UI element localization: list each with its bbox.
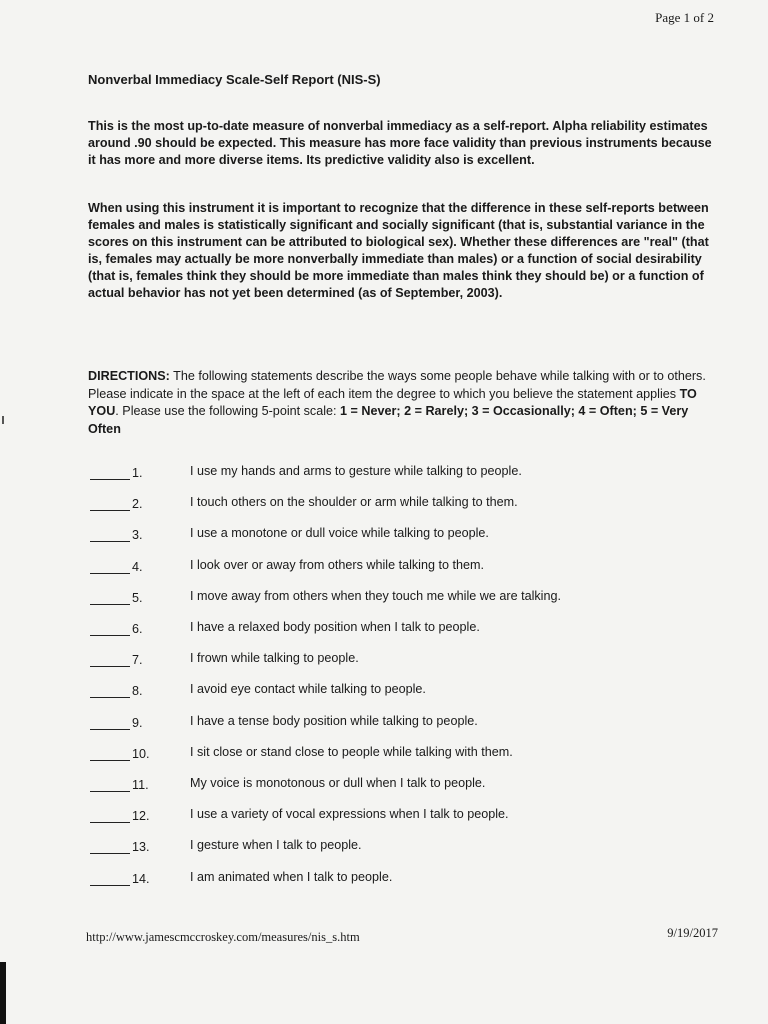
response-blank[interactable]	[90, 853, 130, 854]
item-number: 6.	[132, 622, 143, 636]
item-statement: I use a variety of vocal expressions when I talk to people.	[190, 807, 509, 822]
item-statement: I avoid eye contact while talking to people.	[190, 682, 426, 697]
directions-label: DIRECTIONS:	[88, 369, 170, 383]
response-blank[interactable]	[90, 604, 130, 605]
item-statement: I frown while talking to people.	[190, 651, 359, 666]
document-title: Nonverbal Immediacy Scale-Self Report (NIS-S)	[88, 72, 381, 87]
item-statement: I touch others on the shoulder or arm while talking to them.	[190, 495, 518, 510]
item-number: 12.	[132, 809, 150, 824]
item-statement: I sit close or stand close to people while talking with them.	[190, 744, 513, 759]
item-statement: I move away from others when they touch me while we are talking.	[190, 588, 561, 603]
item-number: 11.	[132, 778, 149, 792]
item-number: 13.	[132, 840, 150, 855]
response-blank[interactable]	[90, 541, 130, 542]
item-number: 8.	[132, 684, 143, 699]
survey-item	[90, 526, 690, 546]
directions-paragraph	[88, 368, 712, 438]
response-blank[interactable]	[90, 479, 130, 480]
response-blank[interactable]	[90, 510, 130, 511]
directions-text-1: The following statements describe the ways some people behave while talking with or to others. Please indicate in the space at the left of each item the degree to which you believe the statement applies	[88, 369, 706, 401]
survey-item	[90, 620, 690, 640]
scan-edge-mark	[2, 416, 4, 424]
directions-emphasis: TO YOU	[88, 386, 697, 418]
response-blank[interactable]	[90, 791, 130, 792]
survey-item	[90, 589, 690, 609]
item-number: 14.	[132, 871, 150, 886]
item-statement: I have a relaxed body position when I talk to people.	[190, 620, 480, 634]
response-blank[interactable]	[90, 635, 130, 636]
response-blank[interactable]	[90, 573, 130, 574]
response-blank[interactable]	[90, 697, 130, 698]
survey-item	[90, 558, 690, 578]
directions-text-2: . Please use the following 5-point scale:	[115, 404, 341, 418]
item-number: 2.	[132, 497, 143, 512]
item-statement: My voice is monotonous or dull when I talk to people.	[190, 776, 486, 790]
item-statement: I use my hands and arms to gesture while talking to people.	[190, 464, 522, 478]
footer-date: 9/19/2017	[667, 926, 718, 940]
item-number: 4.	[132, 559, 143, 574]
survey-item	[90, 682, 690, 702]
item-statement: I am animated when I talk to people.	[190, 869, 393, 884]
survey-item	[90, 807, 690, 827]
survey-item	[90, 838, 690, 858]
response-blank[interactable]	[90, 885, 130, 886]
survey-item	[90, 776, 690, 796]
survey-item	[90, 714, 690, 734]
response-blank[interactable]	[90, 760, 130, 761]
survey-item	[90, 651, 690, 671]
item-number: 1.	[132, 466, 143, 480]
directions-scale: 1 = Never; 2 = Rarely; 3 = Occasionally; 4 = Often; 5 = Very Often	[88, 404, 689, 436]
page-number: Page 1 of 2	[655, 10, 714, 25]
scan-edge-bar	[0, 962, 6, 1024]
item-number: 9.	[132, 715, 143, 730]
item-number: 5.	[132, 590, 143, 605]
item-number: 3.	[132, 528, 143, 543]
item-number: 10.	[132, 746, 150, 761]
item-number: 7.	[132, 653, 143, 668]
item-statement: I gesture when I talk to people.	[190, 838, 362, 853]
survey-item	[90, 495, 690, 515]
response-blank[interactable]	[90, 666, 130, 667]
caution-paragraph: When using this instrument it is important to recognize that the difference in these self-reports between females and males is statistically significant and socially significant (that is, substantial variance in the scores on this instrument can be attributed to biological sex). Whether these differences are "real" (that is, females may actually be more nonverbally immediate than males) or a function of social desirability (that is, females think they should be more immediate than males think they should be) or a function of actual behavior has not yet been determined (as of September, 2003).	[88, 201, 709, 300]
intro-paragraph: This is the most up-to-date measure of nonverbal immediacy as a self-report. Alpha reliability estimates around .90 should be expected. This measure has more face validity than previous instruments because it has more and more diverse items. Its predictive validity also is excellent.	[88, 119, 712, 167]
survey-item	[90, 464, 690, 484]
survey-item	[90, 745, 690, 765]
response-blank[interactable]	[90, 729, 130, 730]
survey-item	[90, 870, 690, 890]
response-blank[interactable]	[90, 822, 130, 823]
item-statement: I use a monotone or dull voice while talking to people.	[190, 526, 489, 541]
footer-url: http://www.jamescmccroskey.com/measures/nis_s.htm	[86, 930, 360, 944]
item-statement: I have a tense body position while talking to people.	[190, 713, 478, 728]
item-statement: I look over or away from others while talking to them.	[190, 557, 484, 572]
